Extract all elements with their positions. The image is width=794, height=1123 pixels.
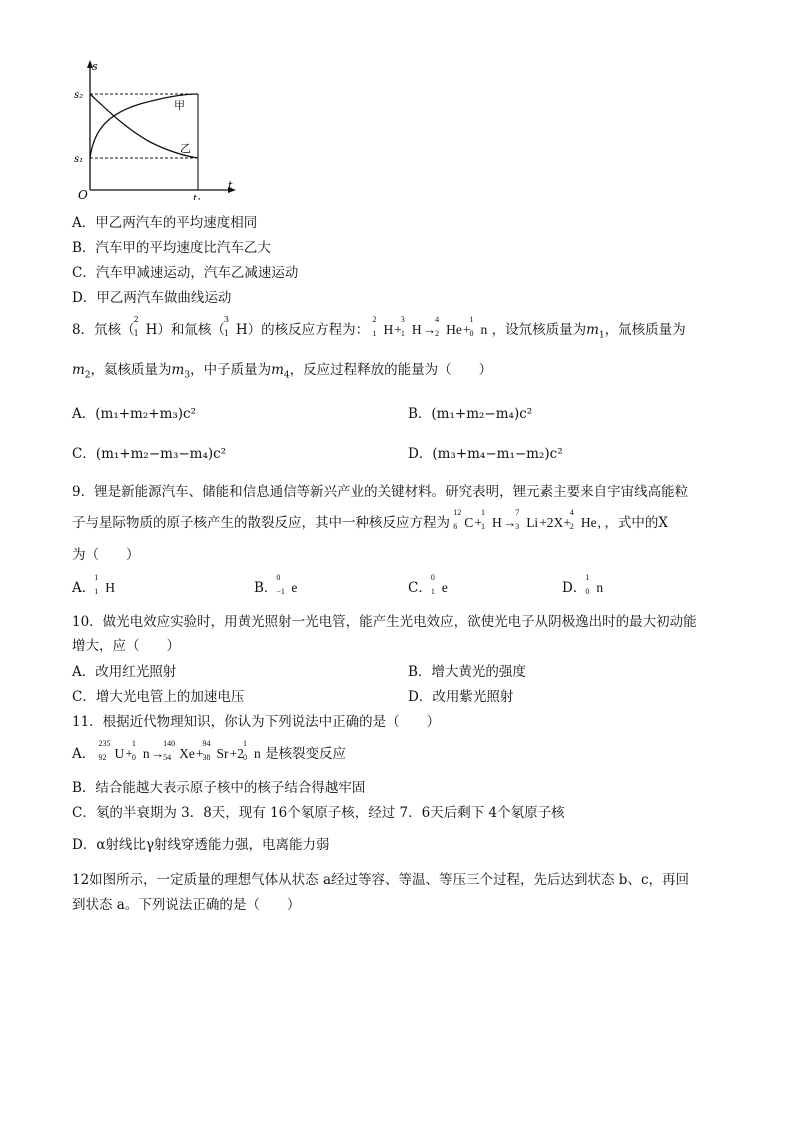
q7-option-a: A．甲乙两汽车的平均速度相同 [72,215,258,231]
q8-text-b: H）和氚核（ [145,322,225,338]
deuterium-symbol: 2 1 [133,315,139,338]
q11-option-d: D．α射线比γ射线穿透能力强，电离能力弱 [72,837,330,853]
s1-label: s₁ [74,154,84,165]
q9-option-d: D． 1 0 n [562,573,604,596]
q9-stem-line3: 为（ ） [72,547,140,563]
q9-equation: 12 6 C+ 1 1 H→ 7 3 Li+2X+ 4 2 He, [453,508,605,531]
q8-option-b: B．(m₁+m₂−m₄)c² [408,406,533,422]
q8-text-f: ，氦核质量为 [90,362,172,378]
q8-text-g: ，中子质量为 [190,362,272,378]
q10-option-c: C．增大光电管上的加速电压 [72,689,245,705]
q9-text-b: ，式中的X [604,515,669,531]
q11-fission-equation: 235 92 U+ 1 0 n→ 140 54 Xe+ 94 38 Sr+2 1 0 n [98,739,261,762]
q11-option-a: A． 235 92 U+ 1 0 n→ 140 54 Xe+ 94 38 Sr+2 1 0 n 是核裂变反应 [72,739,347,762]
q9-option-c: C． 0 1 e [408,573,448,596]
q7-option-c: C．汽车甲减速运动，汽车乙减速运动 [72,265,299,281]
q11-stem: 11．根据近代物理知识，你认为下列说法中正确的是（ ） [72,714,441,730]
q8-option-c: C．(m₁+m₂−m₃−m₄)c² [72,446,227,462]
q9-text-a: 子与星际物质的原子核产生的散裂反应，其中一种核反应方程为 [72,515,450,531]
s-t-graph [70,58,240,200]
q7-option-d: D．甲乙两汽车做曲线运动 [72,290,232,306]
q8-equation: 2 1 H+ 3 1 H→ 4 2 He+ 1 0 n [372,315,488,338]
origin-label: O [78,188,88,200]
q9-option-b: B． 0 −1 e [254,573,298,596]
q8-stem-line1: 8．氘核（ 2 1 H）和氚核（ 3 1 H）的核反应方程为： 2 1 H+ 3 1 H→ 4 2 He+ 1 0 n ，设氘核质量为$m_1$，氚核质量为 [72,315,686,341]
q8-text-d: ，设氘核质量为 [491,322,587,338]
s2-label: s₂ [74,90,84,101]
curve-jia-label: 甲 [174,99,185,112]
y-axis-label: s [92,60,98,73]
q9-stem-line1: 9．锂是新能源汽车、储能和信息通信等新兴产业的关键材料。研究表明，锂元素主要来自宇宙线高能粒 [72,484,689,500]
q8-option-a: A．(m₁+m₂+m₃)c² [72,406,197,422]
q12-stem-line1: 12如图所示，一定质量的理想气体从状态 a经过等容、等温、等压三个过程，先后达到状态 b、c，再回 [72,872,690,888]
q9-stem-line2 [72,508,669,531]
q8-text-h: ，反应过程释放的能量为（ ） [289,362,493,378]
q8-option-d: D．(m₃+m₄−m₁−m₂)c² [408,446,563,462]
q9-option-a: A． 1 1 H [72,573,115,596]
q11-option-b: B．结合能越大表示原子核中的核子结合得越牢固 [72,780,366,796]
q10-stem-line1: 10．做光电效应实验时，用黄光照射一光电管，能产生光电效应，欲使光电子从阴极逸出时的最大初动能 [72,614,697,630]
q7-option-b: B．汽车甲的平均速度比汽车乙大 [72,240,271,256]
q8-text-a: 8．氘核（ [72,322,135,338]
q8-text-c: H）的核反应方程为： [235,322,370,338]
tritium-symbol: 3 1 [223,315,229,338]
t1-label: t₁ [193,194,202,200]
q10-stem-line2: 增大，应（ ） [72,638,180,654]
q8-stem-line2: $m_2$，氦核质量为$m_3$，中子质量为$m_4$，反应过程释放的能量为（ ） [72,362,493,381]
curve-yi-label: 乙 [180,142,191,155]
q12-stem-line2: 到状态 a。下列说法正确的是（ ） [72,897,301,913]
q10-option-a: A．改用红光照射 [72,664,177,680]
q8-text-e: ，氚核质量为 [604,322,686,338]
q10-option-d: D．改用紫光照射 [408,689,514,705]
q11-option-c: C．氡的半衰期为 3．8天，现有 16个氡原子核，经过 7．6天后剩下 4个氡原子核 [72,805,565,821]
x-axis-label: t [228,179,233,192]
q10-option-b: B．增大黄光的强度 [408,664,526,680]
s-t-graph-svg [70,58,240,200]
